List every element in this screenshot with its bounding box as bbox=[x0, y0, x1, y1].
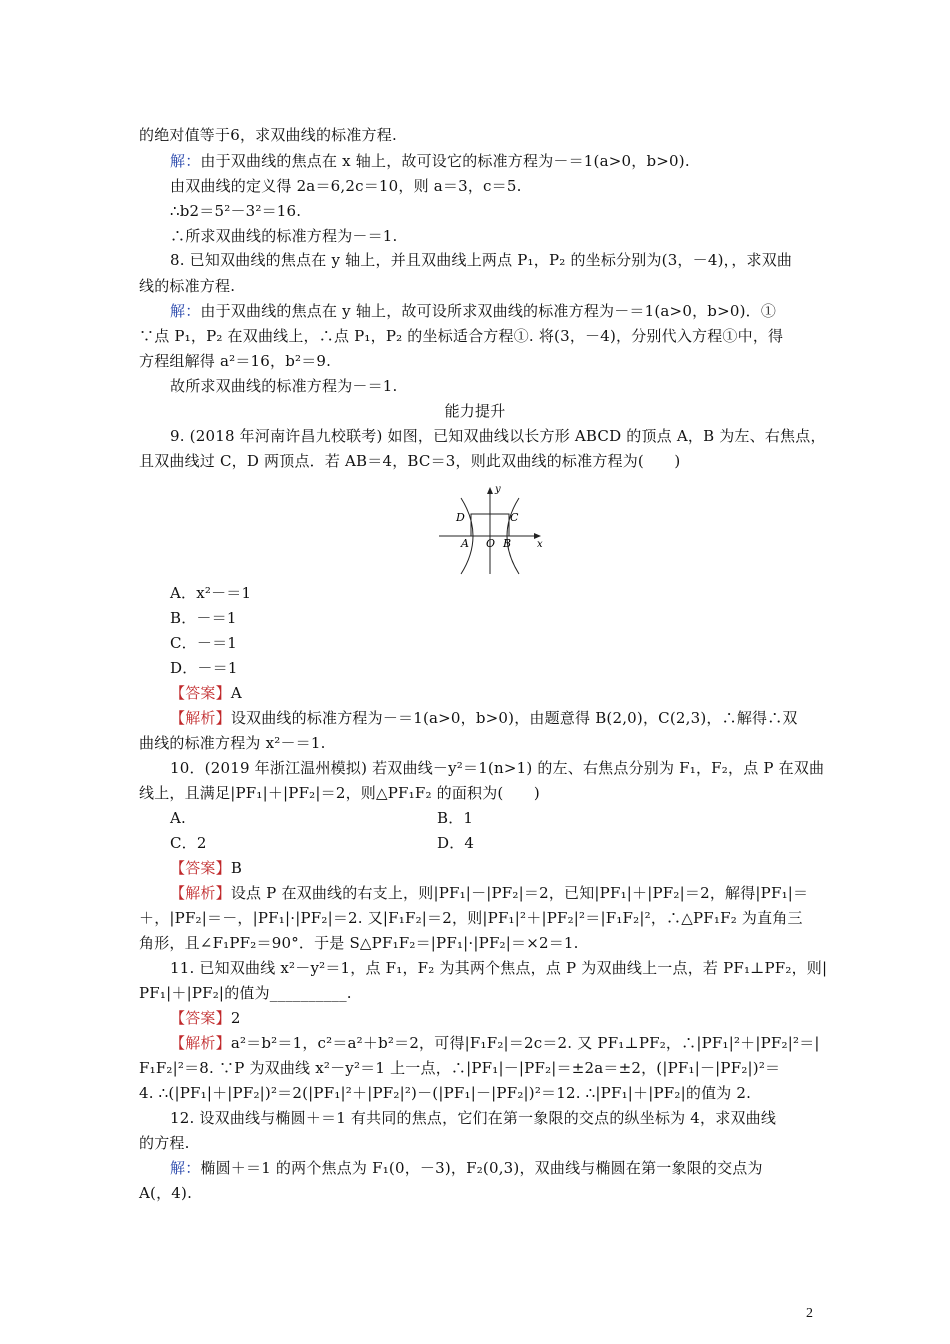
answer-line: 【答案】A bbox=[170, 684, 242, 702]
solution-label: 解： bbox=[170, 1159, 201, 1177]
analysis-line: 【解析】设双曲线的标准方程为－＝1(a>0，b>0)，由题意得 B(2,0)，C(2,3)，∴解得∴双 bbox=[170, 709, 798, 727]
answer-label: 【答案】 bbox=[170, 1009, 231, 1027]
label-A: A bbox=[461, 537, 469, 550]
question-12: 12. 设双曲线与椭圆＋＝1 有共同的焦点，它们在第一象限的交点的纵坐标为 4，求双曲线 bbox=[170, 1109, 777, 1127]
text-line: F₁F₂|²＝8. ∵P 为双曲线 x²－y²＝1 上一点，∴|PF₁|－|PF₂|＝±2a＝±2，(|PF₁|－|PF₂|)²＝ bbox=[139, 1059, 781, 1077]
text-line: A(，4). bbox=[139, 1184, 193, 1202]
question-8: 8. 已知双曲线的焦点在 y 轴上，并且双曲线上两点 P₁，P₂ 的坐标分别为(3，－4)，，求双曲 bbox=[170, 251, 793, 269]
text-line: PF₁|＋|PF₂|的值为__________. bbox=[139, 984, 352, 1002]
answer-label: 【答案】 bbox=[170, 684, 231, 702]
option-a: A. bbox=[170, 809, 187, 827]
text-line: 线的标准方程. bbox=[139, 277, 236, 295]
y-axis-arrow bbox=[487, 487, 493, 494]
label-x: x bbox=[537, 539, 543, 550]
analysis-line: 【解析】设点 P 在双曲线的右支上，则|PF₁|－|PF₂|＝2，已知|PF₁|＋|PF₂|＝2，解得|PF₁|＝ bbox=[170, 884, 809, 902]
option-b: B．－＝1 bbox=[170, 609, 237, 627]
text-line: 曲线的标准方程为 x²－＝1. bbox=[139, 734, 326, 752]
answer-label: 【答案】 bbox=[170, 859, 231, 877]
label-C: C bbox=[510, 511, 519, 524]
answer-line: 【答案】2 bbox=[170, 1009, 241, 1027]
hyperbola-figure bbox=[437, 482, 547, 578]
analysis-label: 【解析】 bbox=[170, 709, 231, 727]
text-line: ∴所求双曲线的标准方程为－＝1. bbox=[170, 227, 398, 245]
label-O: O bbox=[486, 537, 496, 550]
text-line: 且双曲线过 C，D 两顶点．若 AB＝4，BC＝3，则此双曲线的标准方程为( ) bbox=[139, 452, 681, 470]
label-D: D bbox=[456, 511, 465, 524]
text-line: ∵点 P₁，P₂ 在双曲线上，∴点 P₁，P₂ 的坐标适合方程①. 将(3，－4)，分别代入方程①中，得 bbox=[139, 327, 784, 345]
option-c: C．－＝1 bbox=[170, 634, 238, 652]
text-line: 方程组解得 a²＝16，b²＝9. bbox=[139, 352, 332, 370]
text-line: 角形，且∠F₁PF₂＝90°．于是 S△PF₁F₂＝|PF₁|·|PF₂|＝×2＝1. bbox=[139, 934, 579, 952]
text-line: 故所求双曲线的标准方程为－＝1. bbox=[170, 377, 398, 395]
option-d: D．4 bbox=[437, 834, 475, 852]
label-y: y bbox=[495, 484, 501, 495]
text-line: 的方程. bbox=[139, 1134, 190, 1152]
option-c: C．2 bbox=[170, 834, 207, 852]
analysis-label: 【解析】 bbox=[170, 1034, 231, 1052]
text-line: 线上，且满足|PF₁|＋|PF₂|＝2，则△PF₁F₂ 的面积为( ) bbox=[139, 784, 540, 802]
label-B: B bbox=[503, 537, 512, 550]
option-b: B．1 bbox=[437, 809, 474, 827]
text-line: 4. ∴(|PF₁|＋|PF₂|)²＝2(|PF₁|²＋|PF₂|²)－(|PF₁|－|PF₂|)²＝12. ∴|PF₁|＋|PF₂|的值为 2. bbox=[139, 1084, 752, 1102]
question-10: 10．(2019 年浙江温州模拟) 若双曲线－y²＝1(n>1) 的左、右焦点分别为 F₁，F₂，点 P 在双曲 bbox=[170, 759, 825, 777]
text-line: ＋，|PF₂|＝－，|PF₁|·|PF₂|＝2. 又|F₁F₂|＝2，则|PF₁|²＋|PF₂|²＝|F₁F₂|²，∴△PF₁F₂ 为直角三 bbox=[139, 909, 803, 927]
text-line: 由双曲线的定义得 2a＝6,2c＝10，则 a＝3，c＝5. bbox=[170, 177, 522, 195]
analysis-line: 【解析】a²＝b²＝1，c²＝a²＋b²＝2，可得|F₁F₂|＝2c＝2. 又 PF₁⊥PF₂，∴|PF₁|²＋|PF₂|²＝| bbox=[170, 1034, 820, 1052]
section-heading: 能力提升 bbox=[444, 402, 506, 420]
option-a: A．x²－＝1 bbox=[170, 584, 252, 602]
text-line: 解：由于双曲线的焦点在 y 轴上，故可设所求双曲线的标准方程为－＝1(a>0，b>0)．① bbox=[170, 302, 777, 320]
text-line: 解：由于双曲线的焦点在 x 轴上，故可设它的标准方程为－＝1(a>0，b>0). bbox=[170, 152, 690, 170]
analysis-label: 【解析】 bbox=[170, 884, 231, 902]
text-line: 的绝对值等于6，求双曲线的标准方程. bbox=[139, 126, 397, 144]
question-9: 9. (2018 年河南许昌九校联考) 如图，已知双曲线以长方形 ABCD 的顶点 A，B 为左、右焦点， bbox=[170, 427, 826, 445]
text-line: ∴b2＝5²－3²＝16. bbox=[170, 202, 302, 220]
option-d: D．－＝1 bbox=[170, 659, 238, 677]
solution-label: 解： bbox=[170, 152, 201, 170]
answer-line: 【答案】B bbox=[170, 859, 243, 877]
text-line: 解：椭圆＋＝1 的两个焦点为 F₁(0，－3)，F₂(0,3)，双曲线与椭圆在第一象限的交点为 bbox=[170, 1159, 763, 1177]
solution-label: 解： bbox=[170, 302, 201, 320]
question-11: 11. 已知双曲线 x²－y²＝1，点 F₁，F₂ 为其两个焦点，点 P 为双曲线上一点，若 PF₁⊥PF₂，则| bbox=[170, 959, 828, 977]
page-number: 2 bbox=[806, 1306, 813, 1321]
